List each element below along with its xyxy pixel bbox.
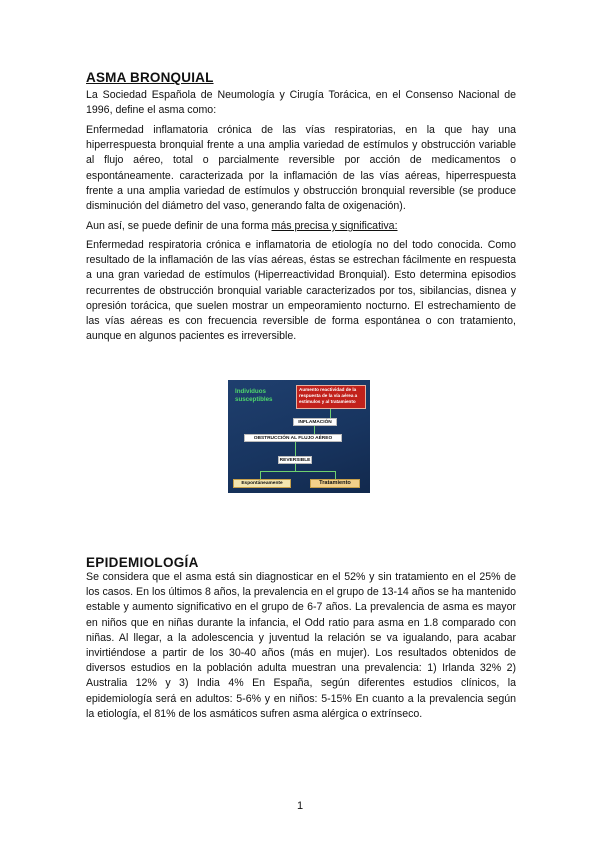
epidemiology-heading: EPIDEMIOLOGÍA bbox=[86, 555, 199, 570]
diagram-connector bbox=[295, 442, 296, 456]
definition-paragraph: Enfermedad inflamatoria crónica de las vías respiratorias, en la que hay una hiperrespuesta bronquial frente a una amplia variedad de estímulos y obstrucción variable al flujo aéreo, total o parcialmente reversible por acción de medicamentos o espontáneamente. caracterizada por la inflamación de las vías aéreas, hiperrespuesta frente a una amplia variedad de estímulos y obstrucción bronquial reversible (se produce disminución del diámetro del vaso, generando falta de oxigenación). bbox=[86, 124, 516, 213]
precise-definition-paragraph: Enfermedad respiratoria crónica e inflamatoria de etiología no del todo conocida. Como resultado de la inflamación de las vías aéreas, éstas se estrechan fácilmente en respuesta a una gran variedad de estímulos (Hiperreactividad Bronquial). Esto determina episodios recurrentes de obstrucción bronquial variable caracterizados por tos, sibilancias, disnea y opresión torácica, que suelen mostrar un empeoramiento nocturno. El estrechamiento de las vías aéreas es con frecuencia reversible de forma espontánea o con tratamiento, aunque en algunos pacientes es irreversible. bbox=[86, 239, 516, 343]
asthma-pathophysiology-diagram bbox=[228, 380, 370, 493]
diagram-treatment-box: Tratamiento bbox=[310, 479, 360, 488]
precise-intro-underlined: más precisa y significativa: bbox=[271, 220, 398, 232]
diagram-reactivity-box: Aumento reactividad de la respuesta de la vía aérea a estímulos y al tratamiento bbox=[296, 385, 366, 409]
intro-paragraph: La Sociedad Española de Neumología y Cirugía Torácica, en el Consenso Nacional de 1996, define el asma como: bbox=[86, 89, 516, 117]
diagram-inflammation-box: INFLAMACIÓN bbox=[293, 418, 337, 426]
page-number: 1 bbox=[296, 800, 304, 812]
diagram-connector bbox=[260, 471, 261, 479]
diagram-connector bbox=[330, 409, 331, 418]
precise-intro-text: Aun así, se puede definir de una forma bbox=[86, 220, 272, 232]
diagram-connector bbox=[260, 471, 336, 472]
epidemiology-paragraph: Se considera que el asma está sin diagnosticar en el 52% y sin tratamiento en el 25% de los casos. En los últimos 8 años, la prevalencia en el grupo de 13-14 años se ha mantenido estable y aumento significativo en el grupo de 6-7 años. La prevalencia de asma es mayor en niños que en niñas durante la infancia, el Odd ratio para asma en 1.8 comparado con niñas. Al llegar, a la adolescencia y juventud la relación se va igualando, para acabar invirtiéndose a partir de los 30-40 años (más en mujer). Los resultados obtenidos de diversos estudios en la población adulta muestran una prevalencia: 1) Irlanda 32% 2) Australia 12% y 3) India 4% En España, según diferentes estudios clínicos, la epidemiología será en adultos: 5-6% y en niños: 5-15% En cuanto a la prevalencia según la etiología, el 81% de los asmáticos sufren asma alérgica o extrínseco. bbox=[86, 571, 516, 720]
precise-intro bbox=[86, 219, 516, 234]
diagram-reversible-box: REVERSIBLE bbox=[279, 458, 311, 463]
diagram-individuals-label: Individuos susceptibles bbox=[235, 388, 273, 403]
diagram-obstruction-box: OBSTRUCCIÓN AL FLUJO AÉREO bbox=[244, 434, 342, 442]
diagram-connector bbox=[335, 471, 336, 479]
diagram-connector bbox=[295, 464, 296, 471]
diagram-connector bbox=[314, 426, 315, 434]
diagram-spontaneous-box: Espontáneamente bbox=[233, 479, 291, 488]
page-title: ASMA BRONQUIAL bbox=[86, 70, 214, 85]
